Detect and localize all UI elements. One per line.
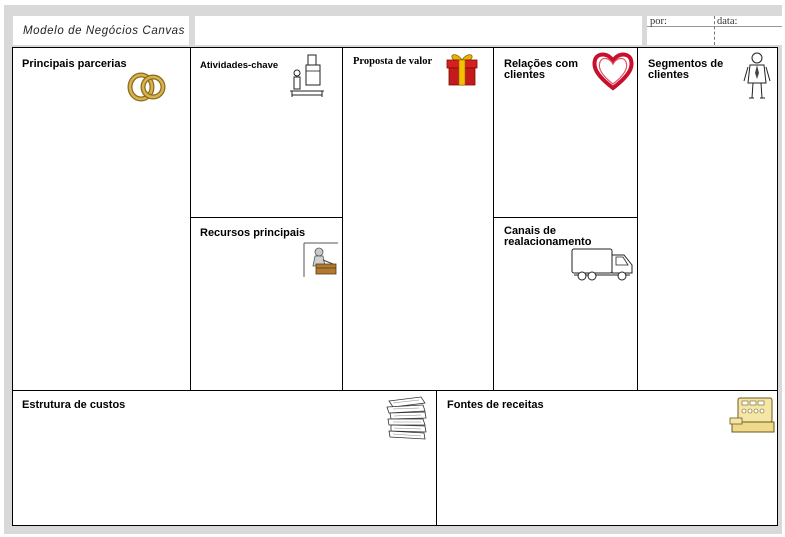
block-revenue-streams[interactable]	[438, 392, 777, 525]
meta-box	[647, 16, 782, 45]
block-label: Segmentos de clientes	[648, 58, 724, 81]
toolbox-worker-icon	[303, 242, 339, 278]
page-title: Modelo de Negócios Canvas	[23, 25, 186, 37]
block-channels[interactable]	[495, 218, 637, 390]
block-label: Atividades-chave	[200, 60, 279, 71]
block-label: Principais parcerias	[22, 58, 127, 70]
block-key-resources[interactable]	[191, 218, 342, 390]
delivery-truck-icon	[570, 245, 636, 283]
paper-stack-icon	[385, 395, 429, 441]
date-label: data:	[717, 16, 738, 27]
heart-icon	[592, 51, 634, 91]
block-label: Estrutura de custos	[22, 399, 126, 411]
gift-box-icon	[444, 51, 480, 87]
factory-worker-icon	[288, 51, 328, 99]
business-name-field[interactable]	[195, 16, 642, 45]
date-field[interactable]	[715, 27, 782, 45]
wedding-rings-icon	[126, 70, 168, 102]
grid-line	[13, 390, 777, 391]
grid-line	[342, 48, 343, 390]
by-label: por:	[650, 16, 667, 27]
grid-line	[637, 48, 638, 390]
title-box	[13, 16, 189, 45]
block-label: Recursos principais	[200, 227, 306, 239]
block-label: Relações com clientes	[504, 58, 578, 81]
block-customer-relationships[interactable]	[495, 48, 637, 217]
block-key-activities[interactable]	[191, 48, 342, 217]
block-key-partners[interactable]	[13, 48, 190, 390]
grid-line	[493, 48, 494, 390]
block-customer-segments[interactable]	[639, 48, 778, 390]
grid-line	[436, 390, 437, 526]
block-label: Proposta de valor	[353, 56, 433, 67]
by-field[interactable]	[647, 27, 713, 45]
businessman-icon	[742, 51, 772, 101]
business-model-canvas	[12, 47, 778, 526]
block-value-proposition[interactable]	[344, 48, 493, 390]
block-label: Fontes de receitas	[447, 399, 544, 411]
cash-register-icon	[728, 394, 776, 434]
block-label: Canais de realacionamento	[504, 226, 592, 248]
block-cost-structure[interactable]	[13, 392, 436, 525]
